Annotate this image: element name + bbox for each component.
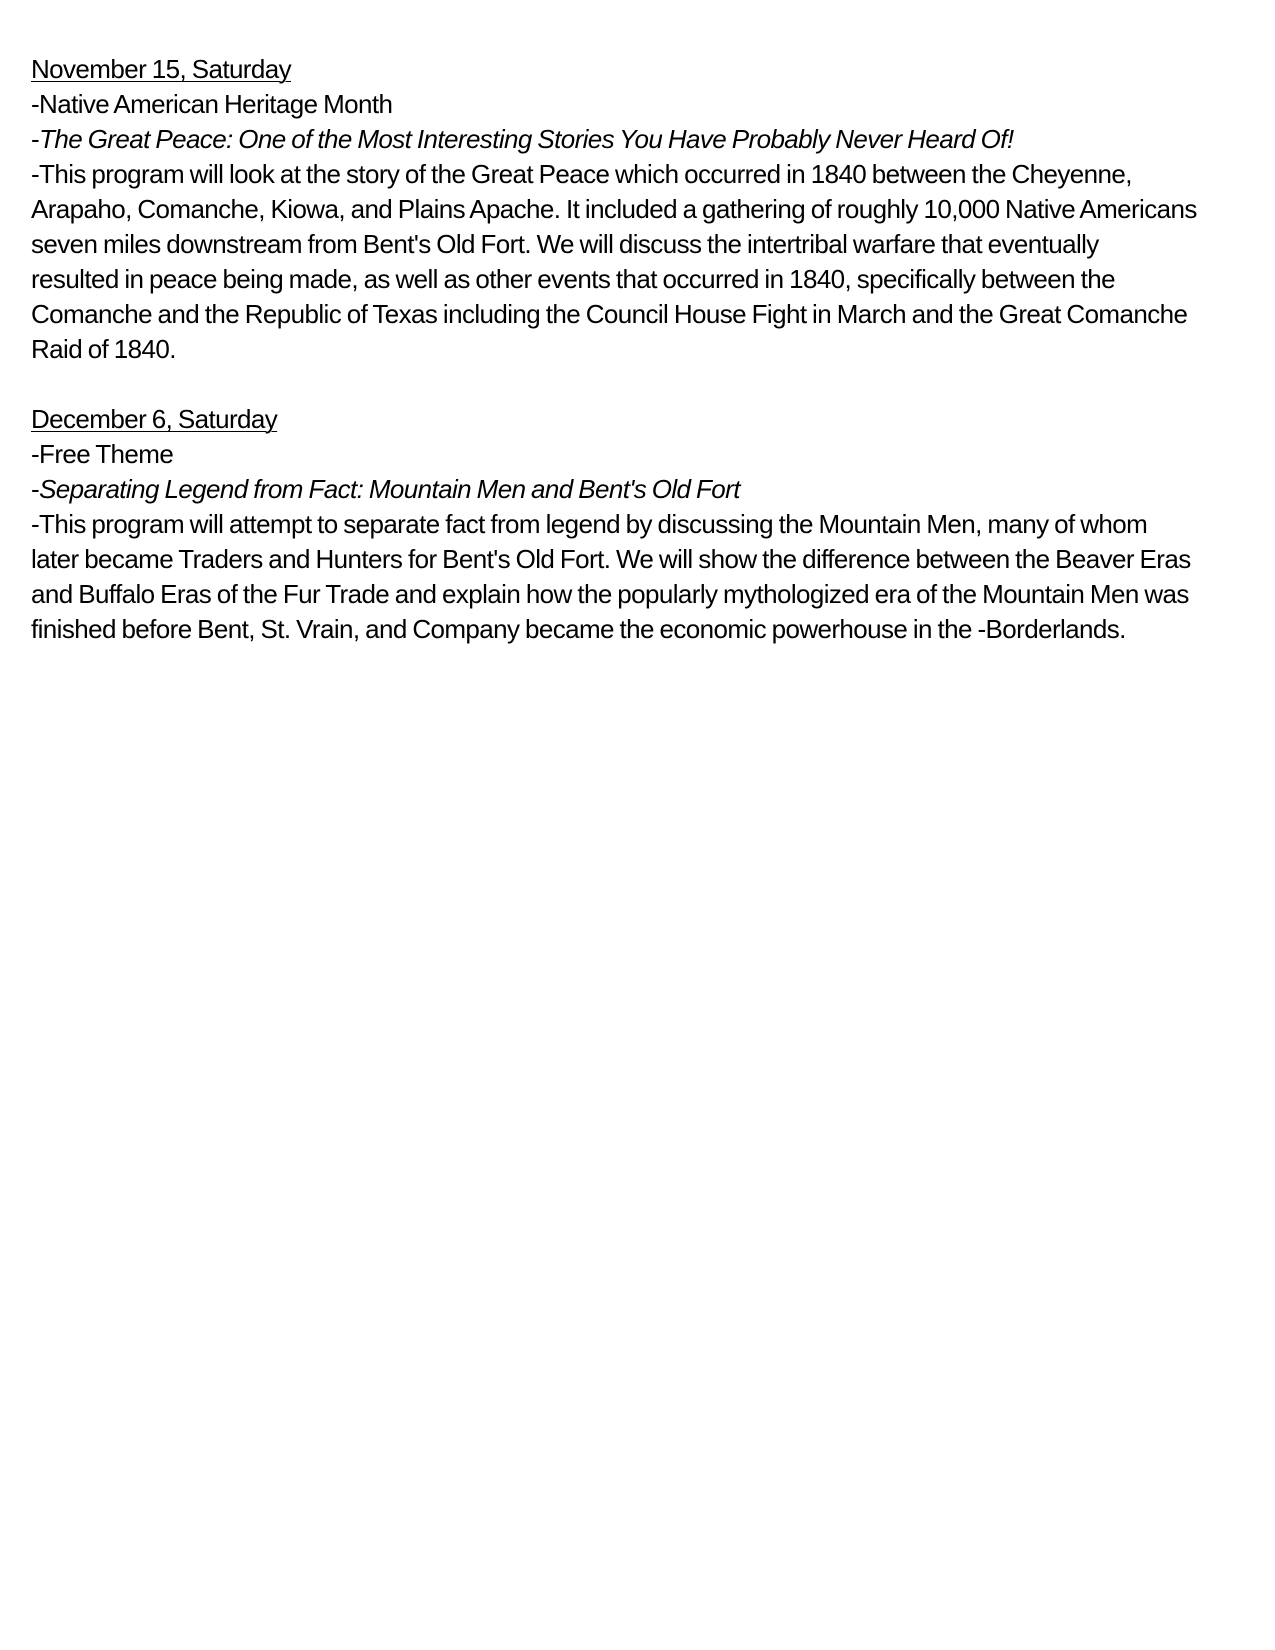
event-description-line: -This program will attempt to separate fact from legend by discussing the Mountain Men, many of whom <box>31 509 1148 539</box>
event-title-text: Separating Legend from Fact: Mountain Men and Bent's Old Fort <box>39 474 740 504</box>
event-entry-november-15 <box>31 52 1251 367</box>
event-title-prefix: - <box>31 124 40 154</box>
event-title <box>31 472 1251 507</box>
event-theme: -Free Theme <box>31 439 174 469</box>
document-page <box>31 52 1251 682</box>
event-description-line: resulted in peace being made, as well as other events that occurred in 1840, specifically between the <box>31 264 1115 294</box>
event-description-line: seven miles downstream from Bent's Old Fort. We will discuss the intertribal warfare that eventually <box>31 229 1099 259</box>
event-description-line: and Buffalo Eras of the Fur Trade and explain how the popularly mythologized era of the Mountain Men was <box>31 579 1189 609</box>
event-description-line: finished before Bent, St. Vrain, and Company became the economic powerhouse in the -Borderlands. <box>31 614 1126 644</box>
event-description-line: Comanche and the Republic of Texas including the Council House Fight in March and the Great Comanche <box>31 299 1188 329</box>
event-description-line: Raid of 1840. <box>31 334 176 364</box>
event-theme: -Native American Heritage Month <box>31 89 393 119</box>
event-date: December 6, Saturday <box>31 404 278 434</box>
event-description-line: Arapaho, Comanche, Kiowa, and Plains Apache. It included a gathering of roughly 10,000 Native Americans <box>31 194 1197 224</box>
event-description-line: later became Traders and Hunters for Bent's Old Fort. We will show the difference between the Beaver Eras <box>31 544 1191 574</box>
event-title-prefix: - <box>31 474 40 504</box>
event-date: November 15, Saturday <box>31 54 291 84</box>
event-entry-december-6 <box>31 402 1251 647</box>
event-title-text: The Great Peace: One of the Most Interesting Stories You Have Probably Never Heard Of! <box>39 124 1014 154</box>
event-title <box>31 122 1251 157</box>
event-description-line: -This program will look at the story of the Great Peace which occurred in 1840 between the Cheyenne, <box>31 159 1132 189</box>
